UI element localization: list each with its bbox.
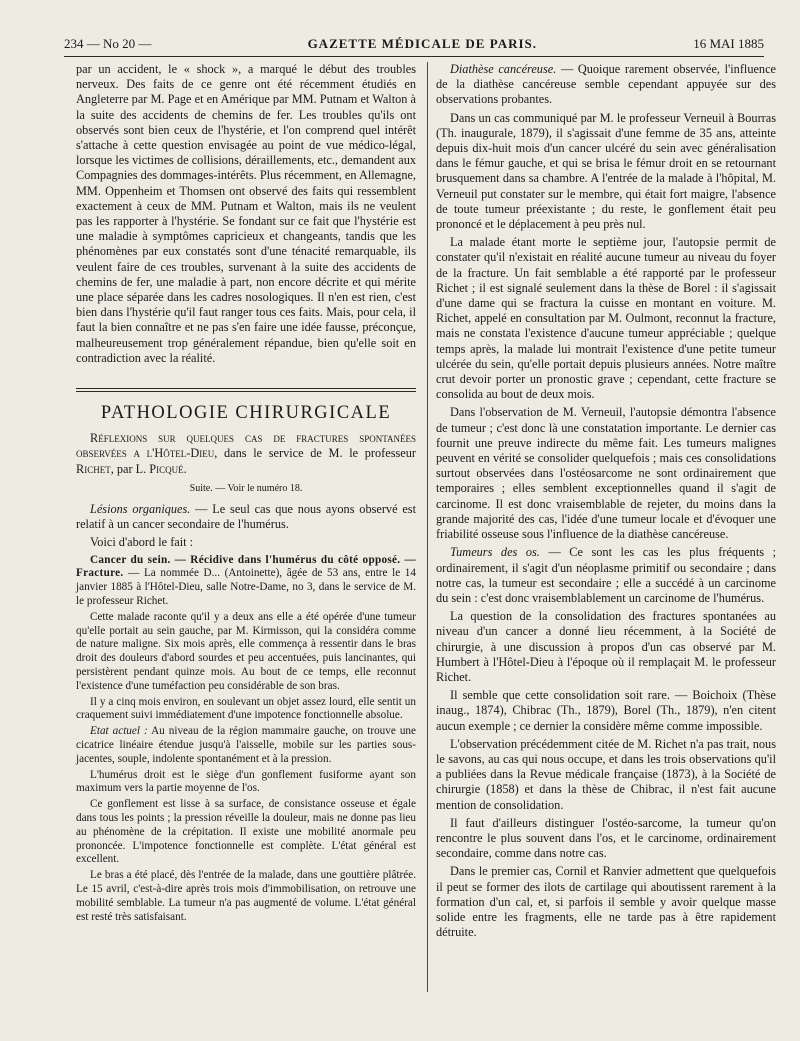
paragraph [76,502,416,532]
paragraph-text: — Quoique rarement observée, l'influence de la diathèse cancéreuse semble cependant appuyée sur des observations probantes. [436,62,776,107]
section-divider [76,391,416,392]
subsection-label: Lésions organiques. [90,502,191,517]
article-heading-professor: Richet, [76,461,114,476]
subsection-label: Etat actuel : [90,725,148,738]
article-heading [76,431,416,477]
paragraph [436,545,776,606]
paragraph: Il y a cinq mois environ, en soulevant un objet assez lourd, elle sentit un craquement suivi immédiatement d'une impotence fonctionnelle absolue. [76,695,416,722]
article-heading-by: par [116,461,133,476]
paragraph [76,554,416,609]
section-title: PATHOLOGIE CHIRURGICALE [100,403,392,424]
right-column [436,62,776,943]
subsection-label: Diathèse cancéreuse. [450,62,557,76]
article-author: L. Picqué. [135,461,187,476]
column-divider [427,62,428,992]
paragraph: Il faut d'ailleurs distinguer l'ostéo-sarcome, la tumeur qu'on rencontre le plus souvent dans l'os, et le carcinome, ordinairement secondaire, comme dans notre cas. [436,815,776,861]
paragraph: Ce gonflement est lisse à sa surface, de consistance osseuse et égale dans tous les points ; la pression réveille la douleur, mais ne donne pas lieu au phénomène de la crépitation. Il existe une mobilité anormale peu prononcée. L'impotence fonctionnelle est complète. L'état général est excellent. [76,798,416,866]
subsection-label: Tumeurs des os. [450,545,540,560]
paragraph: Dans un cas communiqué par M. le professeur Verneuil à Bourras (Th. inaugurale, 1879), il s'agissait d'une femme de 35 ans, atteinte depuis dix-huit mois d'un cancer ulcéré du sein avec généralisation dans le fémur gauche, et qui se brisa le fémur droit en se retournant brusquement dans sa chambre. A l'entrée de la malade à l'hôpital, M. Verneuil put constater sur le membre, qui était fort maigre, l'absence de toute tumeur préexistante ; du reste, le gonflement était peu prononcé et le déplacement à peu près nul. [436,110,776,232]
page-number: 234 — No 20 — [64,36,152,51]
case-title: Cancer du sein. — Récidive dans l'humérus du côté opposé. — Fracture. [76,553,416,580]
paragraph-text: Au niveau de la région mammaire gauche, on trouve une cicatrice linéaire étendue jusqu'à l'aisselle, mobile sur les parties sous-jacentes, souple, indolente spontanément et à la pression. [76,725,416,765]
paragraph [76,725,416,766]
continuation-note: Suite. — Voir le numéro 18. [189,482,303,494]
paragraph: L'humérus droit est le siège d'un gonflement fusiforme ayant son maximum vers la partie moyenne de l'os. [76,768,416,795]
paragraph: Cette malade raconte qu'il y a deux ans elle a été opérée d'une tumeur qu'elle portait au sein gauche, par M. Kirmisson, qui la considéra comme de nature maligne. Six mois après, elle commença à ressentir dans le bras droit des douleurs d'abord sourdes et peu accentuées, puis lancinantes, qui persistèrent pendant quinze mois. Au bout de ce temps, elle reconnut l'existence d'une tuméfaction peu considérable de son bras. [76,610,416,692]
paragraph: La question de la consolidation des fractures spontanées au niveau d'un cancer a donné lieu récemment, à la Société de chirurgie, à une discussion à propos d'un cas observé par M. Humbert à l'Hôtel-Dieu à l'époque où il remplaçait M. le professeur Richet. [436,609,776,684]
paragraph: Le bras a été placé, dès l'entrée de la malade, dans une gouttière plâtrée. Le 15 avril, c'est-à-dire après trois mois d'immobilisation, on retrouve une mobilité semblable. La tumeur n'a pas augmenté de volume. L'état général est resté très satisfaisant. [76,869,416,923]
paragraph-text: — La nommée D... (Antoinette), âgée de 53 ans, entre le 14 janvier 1885 à l'Hôtel-Dieu, salle Notre-Dame, no 3, dans le service de M. le professeur Richet. [76,567,416,608]
paragraph: Dans le premier cas, Cornil et Ranvier admettent que quelquefois il peut se former des ilots de cartilage qui aboutissent rarement à la formation d'un cal, et, si parfois il semble y avoir quelque masse solide entre les fragments, elle ne tarde pas à être rapidement détruite. [436,864,776,940]
issue-date: 16 MAI 1885 [693,36,764,51]
case-report [76,554,416,925]
paragraph: Voici d'abord le fait : [90,535,194,550]
journal-title: GAZETTE MÉDICALE DE PARIS. [307,36,538,51]
section-divider [76,388,416,389]
paragraph: La malade étant morte le septième jour, l'autopsie permit de constater qu'il n'existait en réalité aucune tumeur au niveau du foyer de la fracture. Un fait semblable a été rapporté par le professeur Richet ; il est signalé seulement dans la thèse de Borel : il s'agissait d'une dame qui se fractura la cuisse en montant en voiture. M. Richet, appelé en consultation par M. Oulmont, reconnut la fracture, mais ne constata l'existence d'aucune tumeur appréciable ; quelque temps après, la malade lui montrait l'existence d'une petite tumeur ulcérée du sein, qu'elle portait depuis plusieurs années. Notre maître crut devoir porter un pronostic grave ; cependant, cette fracture se consolida au bout de deux mois. [436,235,776,402]
left-column [76,62,416,926]
header-rule [64,56,764,57]
article-heading-title: Réflexions sur quelques cas de fractures spontanées observées a l'Hôtel-Dieu, [76,431,416,461]
paragraph [436,62,776,108]
paragraph: L'observation précédemment citée de M. Richet n'a pas trait, nous le savons, au cas qui nous occupe, et dans les trois observations qu'il a publiées dans la Revue médicale française (1873), à la Société de chirurgie (1858) et dans la thèse de Chibrac, il n'est fait aucune mention de consolidation. [436,736,776,812]
page-header [64,30,764,52]
paragraph: Il semble que cette consolidation soit rare. — Boichoix (Thèse inaug., 1874), Chibrac (Th., 1879), Borel (Th., 1879), n'en citent aucun exemple ; ce dernier la considère même comme impossible. [436,688,776,733]
paragraph: Dans l'observation de M. Verneuil, l'autopsie démontra l'absence de tumeur ; c'est donc là une constatation importante. Le dernier cas fournit une preuve indirecte du même fait. Les tumeurs malignes peuvent en vérité se consolider quelquefois ; mais ces consolidations surtout observées dans l'ostéosarcome ne sont ordinairement que temporaires ; elles semblent exceptionnelles quand il s'agit de carcinome. Il est donc vraisemblable de rejeter, du moins dans la grande majorité des cas, l'idée d'une tumeur locale et d'évoquer une friabilité osseuse sous l'influence de la diathèse cancéreuse. [436,405,776,542]
paragraph: par un accident, le « shock », a marqué le début des troubles nerveux. Des faits de ce genre ont été récemment étudiés en Angleterre par M. Page et en Amérique par MM. Putnam et Walton à la suite des accidents de chemins de fer. Les troubles qu'ils ont observés sont bien ceux de l'hystérie, et l'on comprend quel intérêt s'attache à cette question envisagée au point de vue médico-légal, lorsque les victimes de collisions, déraillements, etc., demandent aux Compagnies des dommages-intérêts. Plus récemment, en Allemagne, MM. Oppenheim et Thomsen ont observé des faits qui ressemblent exactement à ceux de MM. Putnam et Walton, mais ils ne veulent pas les rapporter à l'hystérie. Se fondant sur ce fait que l'hystérie est une maladie à symptômes capricieux et changeants, tandis que les phénomènes par eux constatés sont d'une ténacité remarquable, ils veulent faire de ces troubles, survenant à la suite des accidents de chemins de fer, une maladie à part, non encore décrite et qui mérite une place séparée dans les cadres nosologiques. Il n'en est rien, c'est bien dans l'hystérie qu'il faut ranger tous ces faits. Mais, pour cela, il faut la bien connaître et ne pas s'en faire une idée fausse, préconçue, malheureusement trop généralement répandue, bien qu'elle soit en contradiction avec la réalité. [76,62,416,365]
paragraph-text: — Le seul cas que nous ayons observé est relatif à un cancer secondaire de l'humérus. [76,502,417,532]
article-heading-service: dans le service de M. le professeur [223,446,416,461]
paragraph-text: — Ce sont les cas les plus fréquents ; ordinairement, il s'agit d'un néoplasme primitif ou secondaire ; dans notre cas, la tumeur est secondaire ; elle a succédé à un carcinome du sein : c'est donc vraisemblablement un carcinome de l'humérus. [436,545,776,605]
